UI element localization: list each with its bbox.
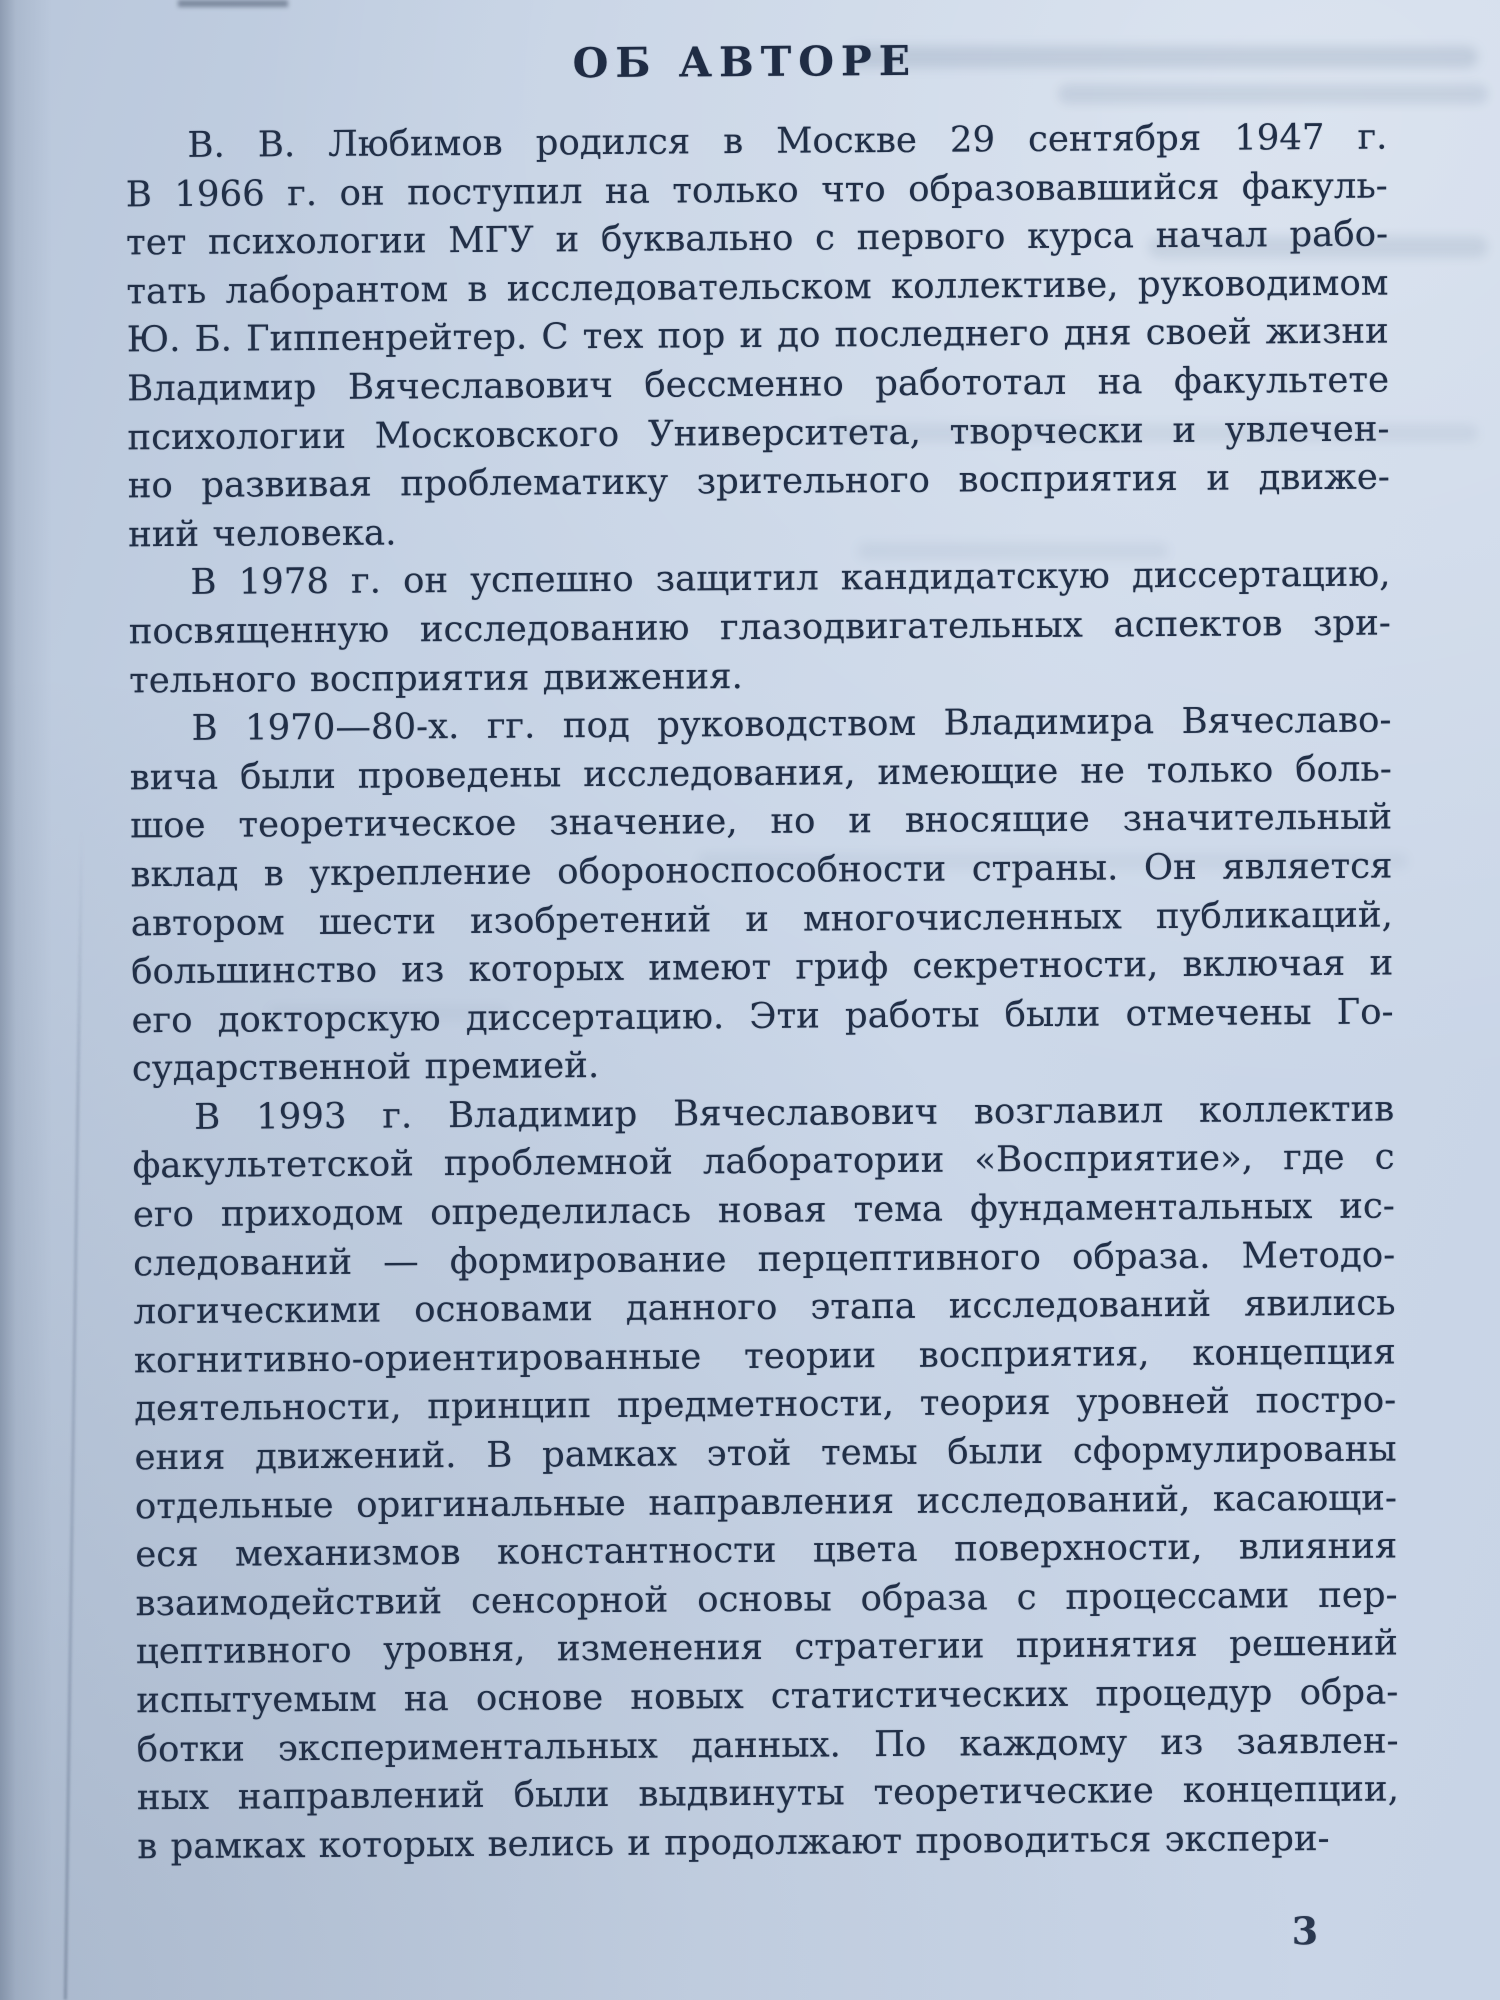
text-line: ных направлений были выдвинуты теоретические концепции, — [136, 1768, 1400, 1819]
text-line: факультетской проблемной лаборатории «Восприятие», где с — [132, 1136, 1395, 1187]
text-line: сударственной премией. — [131, 1045, 600, 1090]
text-line: деятельности, принцип предметности, теория уровней постро- — [134, 1379, 1397, 1430]
text-line: вича были проведены исследования, имеющие не только боль- — [129, 748, 1392, 799]
paragraph — [132, 1085, 1399, 1871]
text-line: В 1993 г. Владимир Вячеславович возглавил коллектив — [194, 1088, 1395, 1138]
text-line: тет психологии МГУ и буквально с первого курса начал рабо- — [125, 213, 1389, 264]
text-line: Владимир Вячеславович бессменно работотал на факультете — [126, 359, 1390, 410]
paragraph — [128, 551, 1391, 706]
text-line: цептивного уровня, изменения стратегии принятия решений — [135, 1622, 1399, 1673]
text-line: автором шести изобретений и многочисленных публикаций, — [130, 894, 1393, 944]
text-line: испытуемым на основе новых статистических процедур обра- — [136, 1671, 1399, 1722]
page-number: 3 — [1291, 1908, 1319, 1954]
text-line: В. В. Любимов родился в Москве 29 сентября 1947 г. — [187, 116, 1388, 166]
text-line: вклад в укрепление обороноспособности страны. Он является — [130, 845, 1393, 896]
text-line: его докторскую диссертацию. Эти работы были отмечены Го- — [131, 991, 1394, 1042]
body-text — [125, 114, 1399, 1872]
text-line: В 1966 г. он поступил на только что образовавшийся факуль- — [125, 165, 1388, 215]
text-line: взаимодействий сенсорной основы образа с процессами пер- — [135, 1574, 1398, 1625]
text-line: еся механизмов константности цвета поверхности, влияния — [135, 1525, 1398, 1576]
text-line: ний человека. — [127, 512, 397, 556]
text-line: отдельные оригинальные направления исследований, касающи- — [134, 1477, 1398, 1527]
text-line: посвященную исследованию глазодвигательных аспектов зри- — [128, 602, 1391, 653]
text-line: тельного восприятия движения. — [129, 655, 743, 701]
text-line: В 1978 г. он успешно защитил кандидатскую диссертацию, — [190, 553, 1391, 604]
text-line: следований — формирование перцептивного образа. Методо- — [133, 1234, 1396, 1284]
text-line: большинство из которых имеют гриф секретности, включая и — [131, 942, 1394, 993]
text-line: логическими основами данного этапа исследований явились — [133, 1282, 1396, 1333]
text-line: В 1970—80-х. гг. под руководством Владимира Вячеславо- — [191, 699, 1392, 750]
page-title: ОБ АВТОРЕ — [572, 36, 918, 88]
text-line: психологии Московского Университета, творчески и увлечен- — [127, 408, 1390, 458]
text-line: но развивая проблематику зрительного восприятия и движе- — [127, 456, 1390, 507]
paragraph — [125, 114, 1390, 560]
text-line: ения движений. В рамках этой темы были сформулированы — [134, 1428, 1397, 1479]
text-line: шое теоретическое значение, но и вносящие значительный — [130, 796, 1393, 847]
text-line: Ю. Б. Гиппенрейтер. С тех пор и до последнего дня своей жизни — [126, 310, 1389, 361]
text-line: ботки экспериментальных данных. По каждому из заявлен- — [136, 1720, 1399, 1770]
text-line: когнитивно-ориентированные теории восприятия, концепция — [133, 1331, 1397, 1382]
text-line: его приходом определилась новая тема фундаментальных ис- — [132, 1185, 1395, 1236]
paragraph — [129, 697, 1394, 1095]
text-line: тать лаборантом в исследовательском коллективе, руководимом — [126, 262, 1389, 313]
text-line: в рамках которых велись и продолжают проводиться экспери- — [137, 1817, 1330, 1868]
